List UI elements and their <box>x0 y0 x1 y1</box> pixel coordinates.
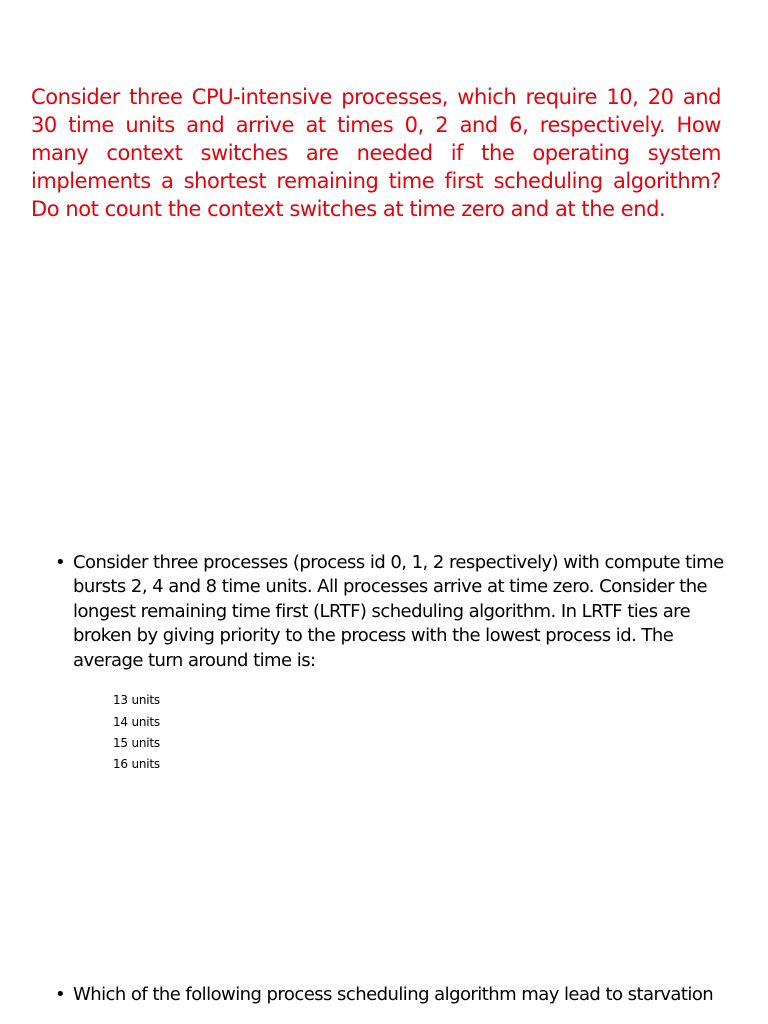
answer-option-4: 16 units <box>113 757 160 771</box>
answer-options <box>113 690 160 775</box>
question-3-text: Which of the following process scheduling algorithm may lead to starvation <box>73 984 714 1005</box>
answer-option-2: 14 units <box>113 715 160 729</box>
question-3 <box>55 983 735 1007</box>
question-1-text: Consider three CPU-intensive processes, which require 10, 20 and 30 time units and arrive at times 0, 2 and 6, respectively. How many context switches are needed if the operating system implements a shortest remaining time first scheduling algorithm? Do not count the context switches at time zero and at the end. <box>31 85 721 221</box>
answer-option-1: 13 units <box>113 693 160 707</box>
question-2 <box>55 551 735 673</box>
question-2-text: Consider three processes (process id 0, 1, 2 respectively) with compute time bursts 2, 4 and 8 time units. All processes arrive at time zero. Consider the longest remaining time first (LRTF) scheduling algorithm. In LRTF ties are broken by giving priority to the process with the lowest process id. The average turn around time is: <box>73 552 724 671</box>
bullet-icon: • <box>55 552 66 573</box>
answer-option-3: 15 units <box>113 736 160 750</box>
answer-option-partial <box>113 690 160 707</box>
bullet-icon: • <box>55 984 66 1005</box>
